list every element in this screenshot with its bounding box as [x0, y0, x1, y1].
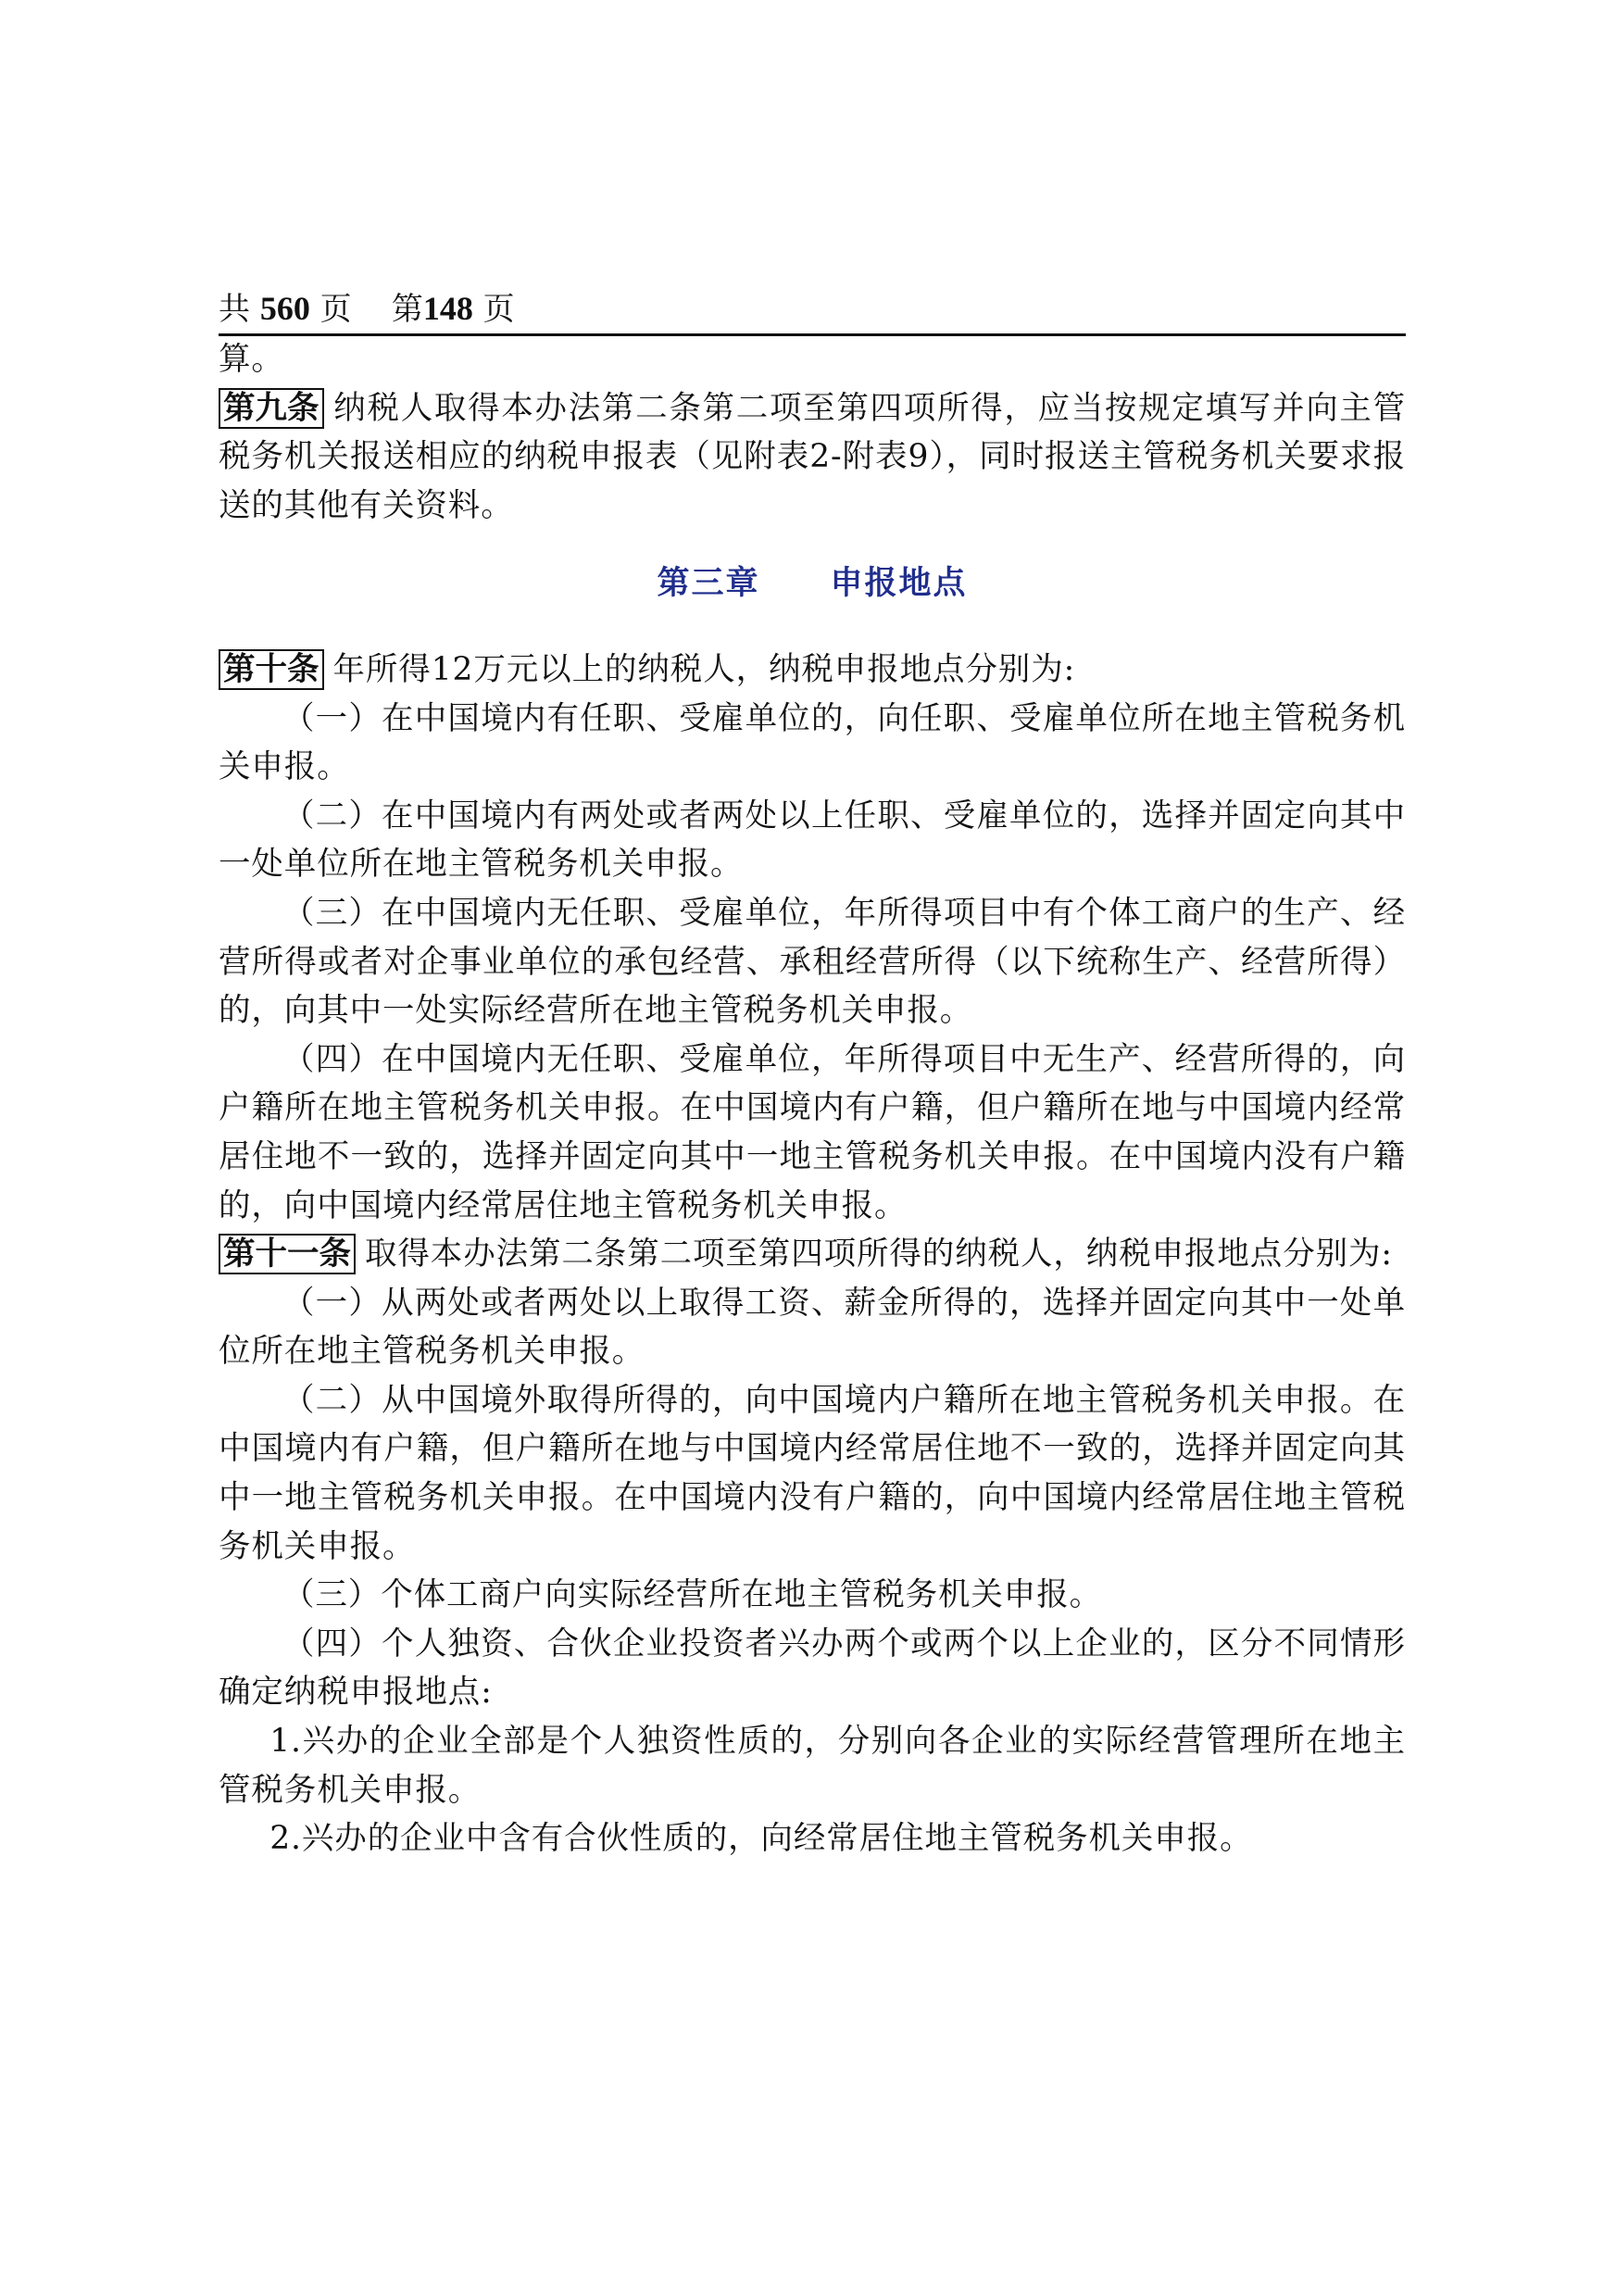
- article-10-text: 年所得12万元以上的纳税人，纳税申报地点分别为:: [332, 650, 1076, 688]
- current-page-prefix: 第: [391, 291, 423, 328]
- article-11-item-3: （三）个体工商户向实际经营所在地主管税务机关申报。: [282, 1576, 1102, 1614]
- article-11-item-2: （二）从中国境外取得所得的，向中国境内户籍所在地主管税务机关申报。在中国境内有户籍，但户籍所在地与中国境内经常居住地不一致的，选择并固定向其中一地主管税务机关申报。在中国境内没有户籍的，向中国境内经常居住地主管税务机关申报。: [219, 1381, 1406, 1565]
- document-body: [219, 335, 1406, 1863]
- page-header: [219, 283, 1406, 336]
- current-page: 148: [422, 290, 473, 327]
- chapter-number: 第三章: [657, 564, 760, 603]
- article-10-item-3: （三）在中国境内无任职、受雇单位，年所得项目中有个体工商户的生产、经营所得或者对企事业单位的承包经营、承租经营所得（以下统称生产、经营所得）的，向其中一处实际经营所在地主管税务机关申报。: [219, 894, 1406, 1030]
- article-11-subitem-1: 1.兴办的企业全部是个人独资性质的，分别向各企业的实际经营管理所在地主管税务机关申报。: [219, 1723, 1406, 1809]
- article-9: [219, 384, 1406, 531]
- article-11-item-4: （四）个人独资、合伙企业投资者兴办两个或两个以上企业的，区分不同情形确定纳税申报地点:: [219, 1625, 1406, 1712]
- chapter-title: 申报地点: [830, 564, 968, 603]
- article-11-item-1: （一）从两处或者两处以上取得工资、薪金所得的，选择并固定向其中一处单位所在地主管税务机关申报。: [219, 1284, 1406, 1371]
- article-10-item-1: （一）在中国境内有任职、受雇单位的，向任职、受雇单位所在地主管税务机关申报。: [219, 699, 1406, 786]
- article-10: [219, 646, 1406, 695]
- continuation-text: 算。: [219, 341, 284, 378]
- article-11-label: 第十一条: [219, 1234, 356, 1274]
- total-pages-prefix: 共: [219, 291, 250, 328]
- chapter-heading: [219, 559, 1406, 609]
- article-10-item-4: （四）在中国境内无任职、受雇单位，年所得项目中无生产、经营所得的，向户籍所在地主管税务机关申报。在中国境内有户籍，但户籍所在地与中国境内经常居住地不一致的，选择并固定向其中一地主管税务机关申报。在中国境内没有户籍的，向中国境内经常居住地主管税务机关申报。: [219, 1040, 1406, 1224]
- article-11-subitem-2: 2.兴办的企业中含有合伙性质的，向经常居住地主管税务机关申报。: [269, 1820, 1253, 1858]
- total-pages-suffix: 页: [319, 291, 352, 328]
- article-11: [219, 1230, 1406, 1279]
- article-9-label: 第九条: [219, 388, 324, 429]
- article-10-label: 第十条: [219, 649, 324, 690]
- total-pages: 560: [259, 290, 310, 327]
- article-9-text: 纳税人取得本办法第二条第二项至第四项所得，应当按规定填写并向主管税务机关报送相应的纳税申报表（见附表2-附表9），同时报送主管税务机关要求报送的其他有关资料。: [219, 389, 1406, 524]
- article-10-item-2: （二）在中国境内有两处或者两处以上任职、受雇单位的，选择并固定向其中一处单位所在地主管税务机关申报。: [219, 797, 1406, 884]
- article-11-text: 取得本办法第二条第二项至第四项所得的纳税人，纳税申报地点分别为:: [365, 1236, 1393, 1273]
- current-page-suffix: 页: [482, 291, 515, 328]
